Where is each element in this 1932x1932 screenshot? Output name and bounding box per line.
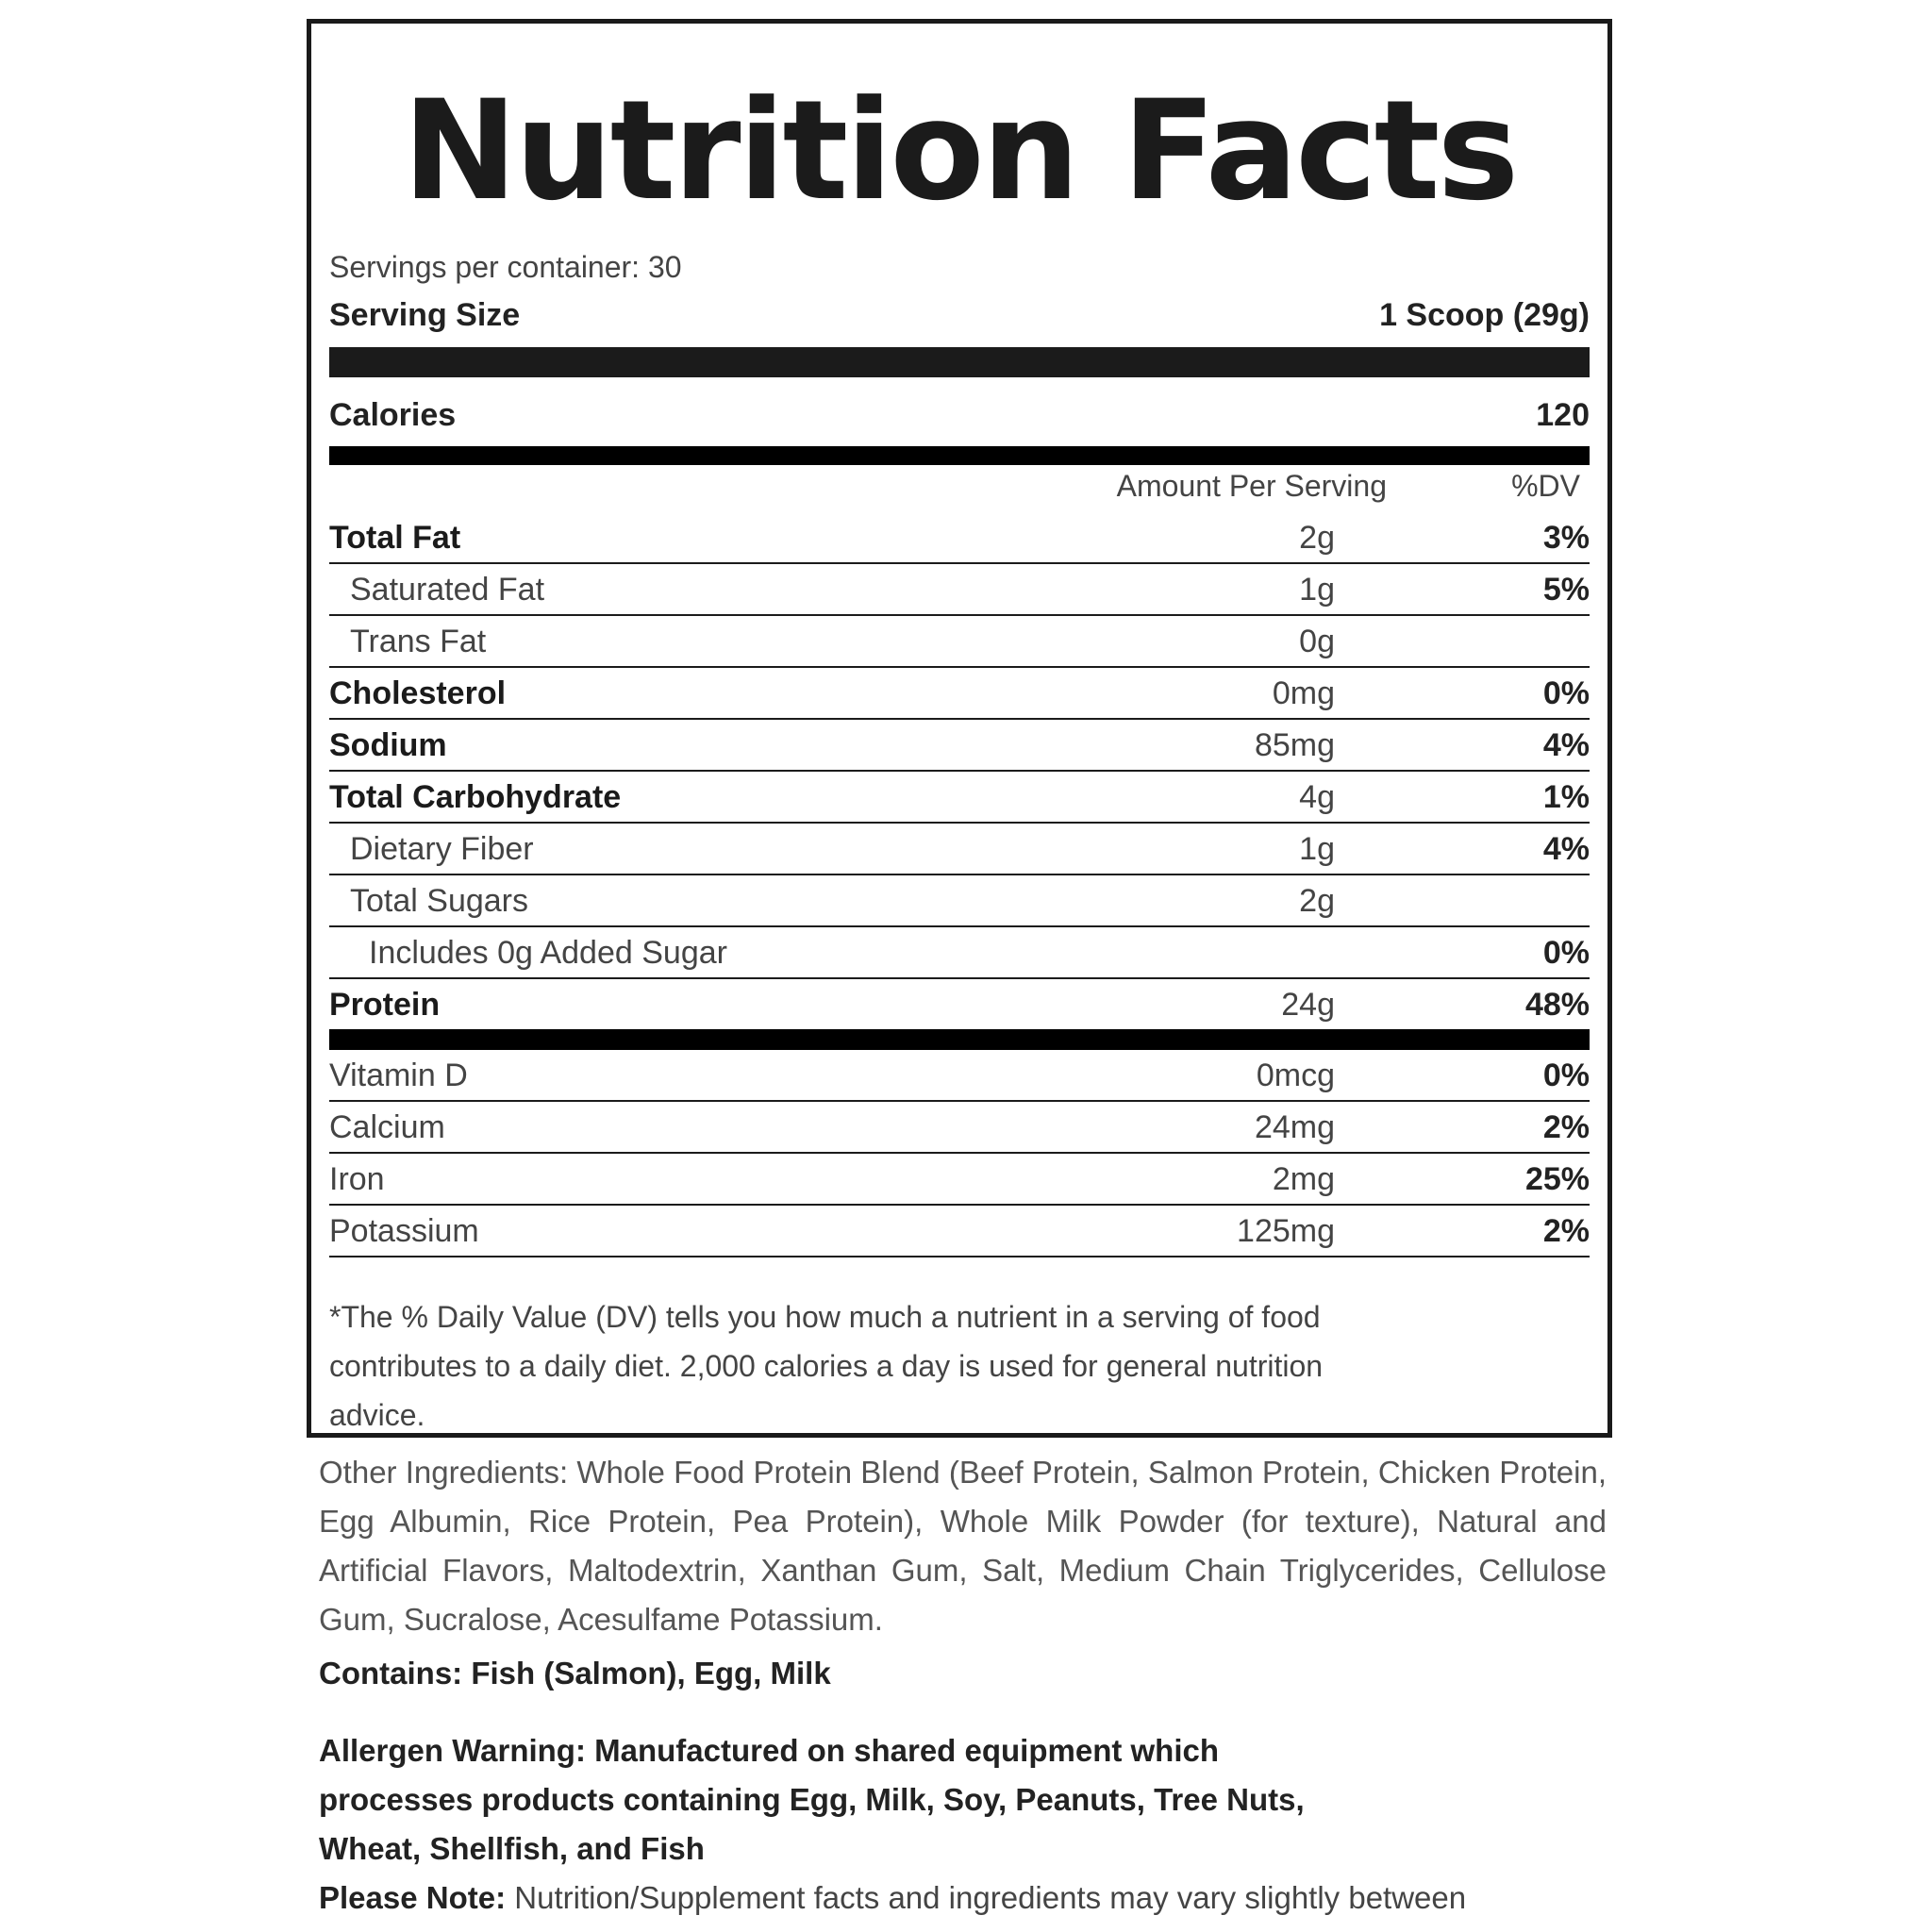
nutrient-name: Total Sugars [350,883,528,919]
nutrient-table [329,512,1590,1257]
nutrient-amount: 0mg [1272,675,1335,711]
amount-per-serving-header: Amount Per Serving [1116,469,1387,503]
vitamin-dv: 25% [1524,1161,1590,1197]
nutrient-row [329,616,1590,668]
nutrient-name: Includes 0g Added Sugar [369,935,727,971]
allergen-warning: Allergen Warning: Manufactured on shared equipment which processes products containing Egg, Milk, Soy, Peanuts, Tree Nuts, Wheat, Shellfish, and Fish [319,1733,1305,1866]
please-note-text: Nutrition/Supplement facts and ingredients may vary slightly between [514,1880,1467,1915]
nutrient-amount: 4g [1299,779,1335,815]
nutrient-amount: 1g [1299,572,1335,608]
vitamin-amount: 0mcg [1256,1058,1335,1093]
nutrient-row [329,772,1590,824]
vitamin-name: Vitamin D [329,1058,468,1093]
nutrient-name: Protein [329,987,441,1023]
vitamin-name: Calcium [329,1109,445,1145]
dv-footnote: *The % Daily Value (DV) tells you how much a nutrient in a serving of food contributes to a daily diet. 2,000 calories a day is used for general nutrition advice. [329,1300,1324,1432]
nutrient-row [329,824,1590,875]
please-note-label: Please Note: [319,1880,507,1915]
nutrient-dv: 0% [1542,935,1590,971]
calories-value: 120 [1536,397,1590,433]
please-note [319,1874,1621,1923]
vitamin-row [329,1206,1590,1257]
nutrient-amount: 2g [1299,520,1335,556]
serving-size-label: Serving Size [329,297,521,333]
thick-divider [329,1029,1590,1050]
nutrient-dv: 5% [1542,572,1590,608]
other-ingredients: Other Ingredients: Whole Food Protein Blend (Beef Protein, Salmon Protein, Chicken Protein, Egg Albumin, Rice Protein, Pea Protein), Whole Milk Powder (for texture), Natural and Artificial Flavors, Maltodextrin, Xanthan Gum, Salt, Medium Chain Triglycerides, Cellulose Gum, Sucralose, Acesulfame Potassium. [319,1455,1607,1637]
nutrient-dv: 3% [1542,520,1590,556]
nutrient-name: Saturated Fat [350,572,545,608]
nutrient-dv: 0% [1542,675,1590,711]
nutrient-name: Dietary Fiber [350,831,534,867]
calories-label: Calories [329,397,457,433]
vitamin-name: Potassium [329,1213,479,1249]
nutrient-row [329,668,1590,720]
vitamin-dv: 2% [1542,1213,1590,1249]
nutrient-row [329,512,1590,564]
vitamin-dv: 2% [1542,1109,1590,1145]
vitamin-dv: 0% [1542,1058,1590,1093]
nutrient-amount: 85mg [1254,727,1335,763]
vitamin-amount: 24mg [1254,1109,1335,1145]
nutrient-dv: 1% [1542,779,1590,815]
page-title: Nutrition Facts [402,71,1517,231]
nutrition-facts-panel [307,19,1612,1438]
nutrient-dv: 4% [1542,727,1590,763]
nutrient-row [329,720,1590,772]
nutrient-row [329,927,1590,979]
calories-row [329,397,1590,434]
servings-per-container: Servings per container: 30 [329,250,682,284]
nutrient-row [329,979,1590,1031]
thick-divider [329,446,1590,465]
vitamin-name: Iron [329,1161,385,1197]
nutrient-row [329,564,1590,616]
nutrient-name: Sodium [329,727,447,763]
dv-header: %DV [1511,469,1580,503]
serving-size-value: 1 Scoop (29g) [1379,297,1590,333]
nutrient-name: Trans Fat [350,624,487,659]
thick-divider [329,347,1590,377]
vitamin-amount: 2mg [1272,1161,1335,1197]
serving-size-row [329,297,1590,334]
nutrient-dv: 48% [1524,987,1590,1023]
nutrient-amount: 2g [1299,883,1335,919]
vitamin-row [329,1050,1590,1102]
vitamin-row [329,1154,1590,1206]
nutrient-amount: 24g [1281,987,1335,1023]
contains-allergens: Contains: Fish (Salmon), Egg, Milk [319,1656,831,1690]
nutrient-row [329,875,1590,927]
nutrient-name: Cholesterol [329,675,507,711]
nutrient-name: Total Carbohydrate [329,779,622,815]
nutrient-amount: 0g [1299,624,1335,659]
vitamin-amount: 125mg [1237,1213,1335,1249]
nutrient-dv: 4% [1542,831,1590,867]
vitamin-row [329,1102,1590,1154]
nutrient-name: Total Fat [329,520,461,556]
nutrient-amount: 1g [1299,831,1335,867]
